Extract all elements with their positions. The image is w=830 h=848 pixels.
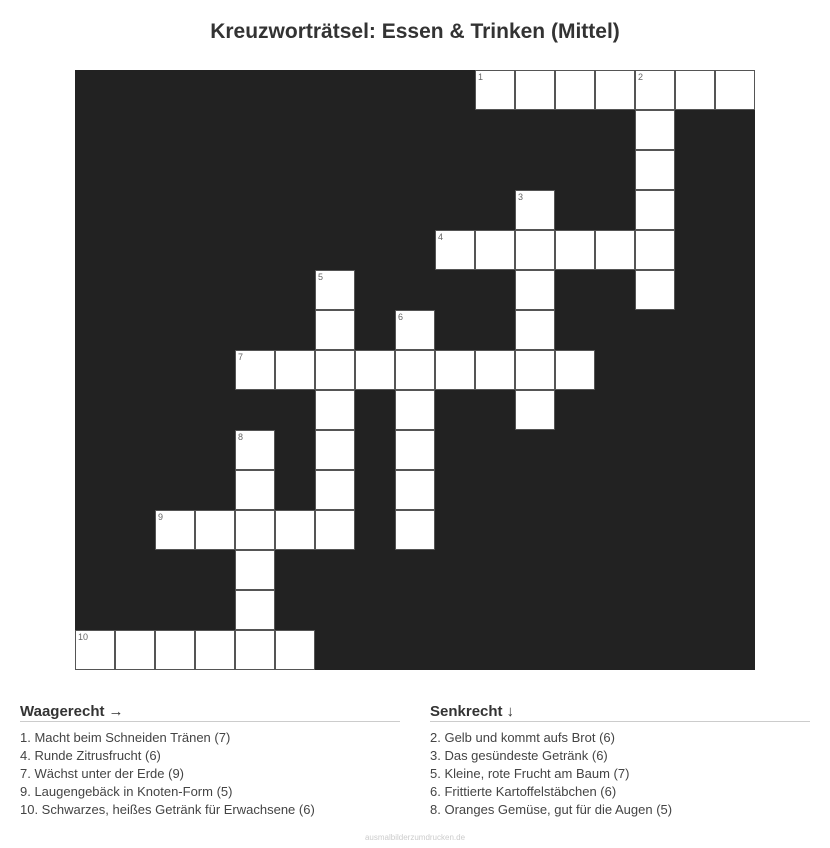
down-clue: 8. Oranges Gemüse, gut für die Augen (5) [430,802,673,817]
grid-cell[interactable] [395,510,435,550]
grid-cell[interactable] [395,350,435,390]
grid-cell[interactable] [155,510,195,550]
puzzle-title: Kreuzworträtsel: Essen & Trinken (Mittel) [210,20,620,43]
grid-cell[interactable] [315,350,355,390]
grid-cell[interactable] [675,70,715,110]
down-clue: 3. Das gesündeste Getränk (6) [430,748,608,763]
clue-number: 7 [238,352,244,362]
across-clue: 9. Laugengebäck in Knoten-Form (5) [20,784,233,799]
grid-cell[interactable] [235,430,275,470]
grid-cell[interactable] [635,150,675,190]
grid-cell[interactable] [235,550,275,590]
down-clue: 5. Kleine, rote Frucht am Baum (7) [430,766,630,781]
grid-cell[interactable] [275,350,315,390]
grid-cell[interactable] [595,70,635,110]
grid-cell[interactable] [395,310,435,350]
crossword-grid [75,70,755,670]
grid-cell[interactable] [635,190,675,230]
grid-cell[interactable] [115,630,155,670]
clue-number: 5 [318,272,324,282]
grid-cell[interactable] [435,230,475,270]
grid-cell[interactable] [515,190,555,230]
grid-cell[interactable] [195,630,235,670]
grid-cell[interactable] [595,230,635,270]
grid-cell[interactable] [515,310,555,350]
clue-number: 2 [638,72,644,82]
across-heading [20,703,400,722]
grid-cell[interactable] [635,230,675,270]
grid-cell[interactable] [235,350,275,390]
grid-cell[interactable] [475,230,515,270]
grid-cell[interactable] [395,430,435,470]
down-heading [430,703,810,722]
grid-cell[interactable] [235,630,275,670]
grid-cell[interactable] [395,390,435,430]
across-clue: 4. Runde Zitrusfrucht (6) [20,748,161,763]
down-clue-list [430,729,672,819]
grid-cell[interactable] [315,510,355,550]
across-clue: 1. Macht beim Schneiden Tränen (7) [20,730,231,745]
grid-cell[interactable] [715,70,755,110]
grid-cell[interactable] [435,350,475,390]
down-arrow-icon: ↓ [506,703,515,720]
grid-cell[interactable] [315,310,355,350]
grid-cell[interactable] [515,350,555,390]
grid-cell[interactable] [235,590,275,630]
grid-cell[interactable] [275,510,315,550]
clue-number: 10 [78,632,89,642]
grid-cell[interactable] [515,70,555,110]
across-clue-list [20,729,315,819]
down-clue: 6. Frittierte Kartoffelstäbchen (6) [430,784,617,799]
grid-cell[interactable] [555,350,595,390]
grid-cell[interactable] [555,230,595,270]
clue-number: 1 [478,72,484,82]
grid-cell[interactable] [315,430,355,470]
grid-cell[interactable] [515,270,555,310]
clue-number: 8 [238,432,244,442]
clue-number: 4 [438,232,444,242]
grid-cell[interactable] [475,70,515,110]
grid-cell[interactable] [635,110,675,150]
grid-cell[interactable] [395,470,435,510]
down-clue: 2. Gelb und kommt aufs Brot (6) [430,730,615,745]
grid-cell[interactable] [475,350,515,390]
grid-cell[interactable] [355,350,395,390]
grid-cell[interactable] [315,270,355,310]
across-heading-label: Waagerecht [20,703,105,720]
clue-number: 6 [398,312,404,322]
grid-cell[interactable] [635,270,675,310]
grid-cell[interactable] [75,630,115,670]
footer-watermark: ausmalbilderzumdrucken.de [364,833,466,842]
across-clue: 7. Wächst unter der Erde (9) [20,766,185,781]
grid-cell[interactable] [315,390,355,430]
grid-cell[interactable] [275,630,315,670]
clue-number: 3 [518,192,524,202]
down-heading-label: Senkrecht [430,703,503,720]
grid-cell[interactable] [235,470,275,510]
grid-cell[interactable] [515,230,555,270]
grid-cell[interactable] [235,510,275,550]
clue-number: 9 [158,512,164,522]
grid-cell[interactable] [155,630,195,670]
grid-cell[interactable] [195,510,235,550]
right-arrow-icon: → [108,703,124,720]
grid-cell[interactable] [315,470,355,510]
grid-cell[interactable] [635,70,675,110]
across-clue: 10. Schwarzes, heißes Getränk für Erwachsene (6) [20,802,315,817]
grid-cell[interactable] [555,70,595,110]
grid-cell[interactable] [515,390,555,430]
